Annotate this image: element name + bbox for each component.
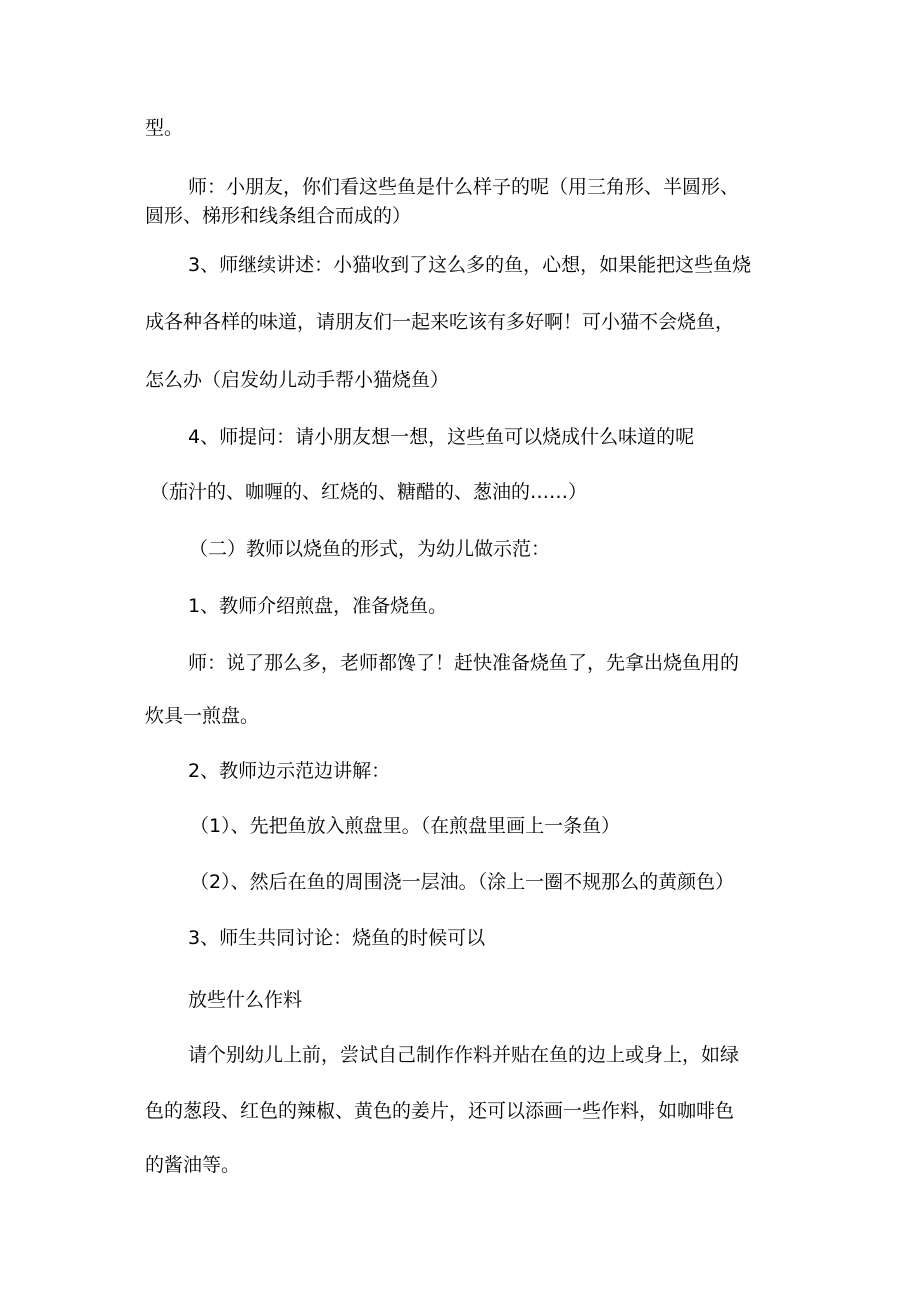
text-line-8: （茄汁的、咖喱的、红烧的、糖醋的、葱油的……） (150, 481, 588, 503)
text-line-18: 请个别幼儿上前，尝试自己制作作料并贴在鱼的边上或身上，如绿 (188, 1044, 740, 1066)
text-line-10: 1、教师介绍煎盘，准备烧鱼。 (188, 595, 448, 617)
text-line-5: 成各种各样的味道，请朋友们一起来吃该有多好啊！可小猫不会烧鱼， (145, 311, 735, 333)
text-line-3: 圆形、梯形和线条组合而成的） (145, 205, 412, 227)
text-line-1: 型。 (145, 117, 184, 139)
text-line-20: 的酱油等。 (145, 1154, 241, 1176)
text-line-15: （2）、然后在鱼的周围浇一层油。（涂上一圈不规那么的黄颜色） (190, 871, 735, 893)
text-line-12: 炊具一煎盘。 (145, 705, 260, 727)
text-line-2: 师：小朋友，你们看这些鱼是什么样子的呢（用三角形、半圆形、 (188, 176, 740, 198)
text-line-9: （二）教师以烧鱼的形式，为幼儿做示范： (189, 538, 551, 560)
text-line-13: 2、教师边示范边讲解： (188, 760, 391, 782)
text-line-6: 怎么办（启发幼儿动手帮小猫烧鱼） (145, 369, 450, 391)
text-line-7: 4、师提问：请小朋友想一想，这些鱼可以烧成什么味道的呢 (188, 426, 695, 448)
text-line-11: 师：说了那么多，老师都馋了！赶快准备烧鱼了，先拿出烧鱼用的 (188, 652, 740, 674)
text-line-16: 3、师生共同讨论：烧鱼的时候可以 (188, 927, 486, 949)
text-line-17: 放些什么作料 (188, 989, 303, 1011)
text-line-14: （1）、先把鱼放入煎盘里。（在煎盘里画上一条鱼） (190, 815, 621, 837)
text-line-19: 色的葱段、红色的辣椒、黄色的姜片，还可以添画一些作料，如咖啡色 (145, 1100, 735, 1122)
text-line-4: 3、师继续讲述：小猫收到了这么多的鱼，心想，如果能把这些鱼烧 (188, 254, 752, 276)
